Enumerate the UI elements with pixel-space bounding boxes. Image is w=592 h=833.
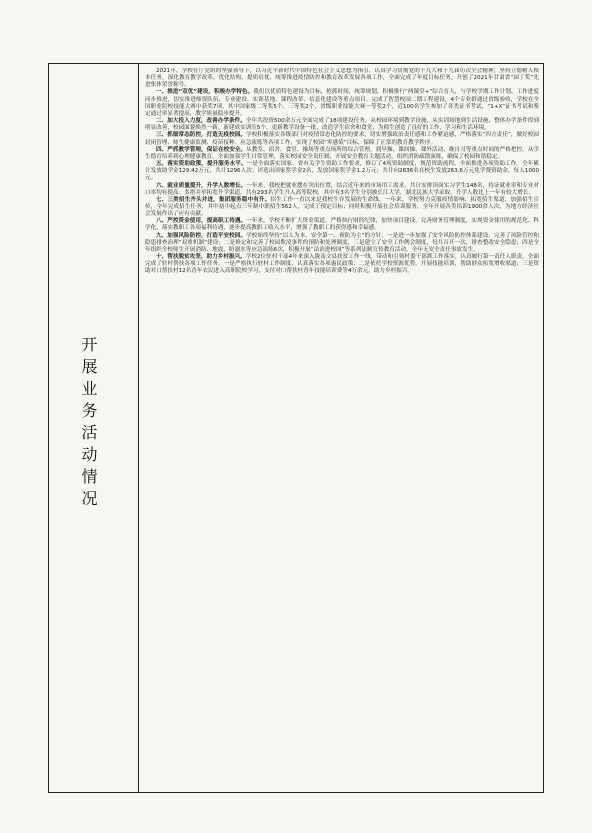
paragraph <box>145 197 539 218</box>
paragraph-text: 一年来，我校把就业摆在突出位置，结合近年来的市场用工需求，共计安排顶岗实习学生148名，持证就业率和专业对口率均有提高；多措并举拓宽升学渠道，共有293名学生升入高等院校，其中有3名学生分别被长江大学、湖北民族大学录取，升学人数比上一年有较大增长。 <box>145 182 539 196</box>
section-heading: 三、抓细常态防控，打造无疫校园。 <box>156 132 247 139</box>
paragraph-text: 学校积极落实各级部门对疫情常态化防控的要求，切实增强政治责任感和工作紧迫感，严格落实“四方责任”，做好校园封闭管理、师生健康监测、疫苗接种、应急演练等各项工作，实现了校园“零感染”目标，保障了正常的教育教学秩序。 <box>145 132 539 146</box>
section-heading: 二、加大投入力度，改善办学条件。 <box>156 118 246 125</box>
paragraph-text: 从教室、宿舍、食堂、操场等重点场所的综合管理，到早操、课间操、课外活动、晚自习等重点时间的严格把控，从学生德育培养到心理健康教育，全面加强学生日常管理，落实校园安全责任制，开展安全教育主题活动，组织消防疏散演练，确保了校园和谐稳定。 <box>145 146 539 160</box>
paragraph-text: 学校始终坚持“以人为本、安全第一、预防为主”的方针，一是进一步加强了安全风险防控体系建设，完善了风险管控和隐患排查治理“双重机制”建设；二是修定和完善了校园欺凌事件的预防和处理制度，三是建立了安全工作例会制度，每月召开一次，排查整改安全隐患；四是全年组织全校师生开展消防、地震、防溺水等应急演练6次，积极开展“法治进校园”等系列法制宣传教育活动，全年无安全责任事故发生。 <box>145 232 539 253</box>
paragraph <box>145 68 539 89</box>
paragraph-text: 学校2位驻村干部4年来深入陇南文县扶贫工作一线，带动和引领村委干部抓工作落实，认真履行第一责任人职责，全面完成了驻村帮扶各项工作任务，一是严格执行驻村工作制度，认真落实各项惠民政策；二是依托学校资源优势，开展技能培训，帮助群众拓宽增收渠道；三是资助对口帮扶村12名青年农民进入高职院校学习，支付对口帮扶村青年技能培训费等4万余元，助力乡村振兴。 <box>145 254 539 275</box>
paragraph-text: 2021年，学校在厅党组的坚强领导下，以习近平新时代中国特色社会主义思想为指引，认真学习贯彻党的十九大和十九届历次全会精神，坚持立德树人根本任务，深化教育教学改革，优化结构，提质培优，统筹推进疫情防控和教育改革发展各项工作，全面完成了年度目标任务，开创了2021年甘肃省“园丁奖”先进集体荣誉称号。 <box>145 68 539 89</box>
side-title: 开展业务活动情况 <box>79 336 98 512</box>
paragraph <box>145 132 539 146</box>
paragraph <box>145 147 539 161</box>
paragraph <box>145 218 539 232</box>
paragraph <box>145 161 539 182</box>
content-cell <box>145 68 539 790</box>
paragraph <box>145 89 539 118</box>
side-label-cell <box>49 64 139 792</box>
section-heading: 五、落实资助政策，提升服务水平。 <box>156 161 247 168</box>
paragraph <box>145 233 539 254</box>
paragraph <box>145 118 539 132</box>
section-heading: 四、严抓教学管理，保证在校安全。 <box>156 146 247 153</box>
paragraph-text: 一是全面落实国家、省有关学生资助工作要求，修订了4项资助制度，规范资助流程，全面推进各项资助工作。全年累计发放助学金129.42万元，共计1296人次；评选出国家奖学金2名，发放国家奖学金1.2万元；共计向2636名在校生发放263.6万元免学费资助金，每人1000元。 <box>145 161 539 182</box>
section-heading: 七、三类招生齐头并进，集团服务稳中有升。 <box>156 196 271 203</box>
section-heading: 十、帮扶脱贫攻坚，助力乡村振兴。 <box>156 254 246 261</box>
paragraph <box>145 183 539 197</box>
section-heading: 八、严控资金使用，提高职工待遇。 <box>156 218 247 225</box>
table-frame <box>48 63 544 793</box>
paragraph-text: 一年来，学校不断扩大资金渠道，严格执行财经纪律，加快项目建设，完善财务管理制度，实现资金使用的规范化、科学化，落实教职工各项福利待遇，逐步提高教职工收入水平，增强了教职工的获得感和幸福感。 <box>145 218 539 232</box>
section-heading: 一、推进“双优”建设，积极办学特色。 <box>156 89 254 96</box>
paragraph-text: 全年共投资500余万元全面完成了18项建设任务，从校园环境到教学设施，从实训场地到生活设施，整体办学条件得到明显改善，校园面貌焕然一新。新建成实训室5个，更新教学设备一批，改造学生宿舍和食堂，为师生创造了良好的工作、学习和生活环境。 <box>145 118 539 132</box>
section-heading: 九、加强风险防控，打造平安校园。 <box>156 232 247 239</box>
paragraph <box>145 254 539 275</box>
paragraph-text: 我们以优质特色建设为目标，抢抓时间，统筹规划，积极推行“两课堂+”综合育人，与学校学期工作计划、工作进度同步推进，切实推进师资队伍、专业建设、实训基地、课程改革、信息化建设等重点项目。完成了智慧校园二期工程建设，4个专业群通过省级验收，学校在全国职业院校技能大赛中获奖7项，其中国家级二等奖5个、三等奖2个，省级职业技能大赛一等奖2个，近100名学生参加了各类证书考试，“1+X”证书考试和鉴定通过率显著提高，教学质量稳步提升。 <box>145 89 539 117</box>
section-heading: 六、就业质量提升，升学人数增长。 <box>156 182 247 189</box>
paragraph-text: 招生工作一直以来是我校生存发展的生命线，一年来，学校努力克服疫情影响，拓宽招生渠道，加强招生宣传，全年完成招生任务，其中初中起点三年制中职招生562人，完成了预定目标；同时积极开展社会培训服务，全年开展各类培训1900余人次，为地方经济社会发展作出了应有贡献。 <box>145 196 539 218</box>
